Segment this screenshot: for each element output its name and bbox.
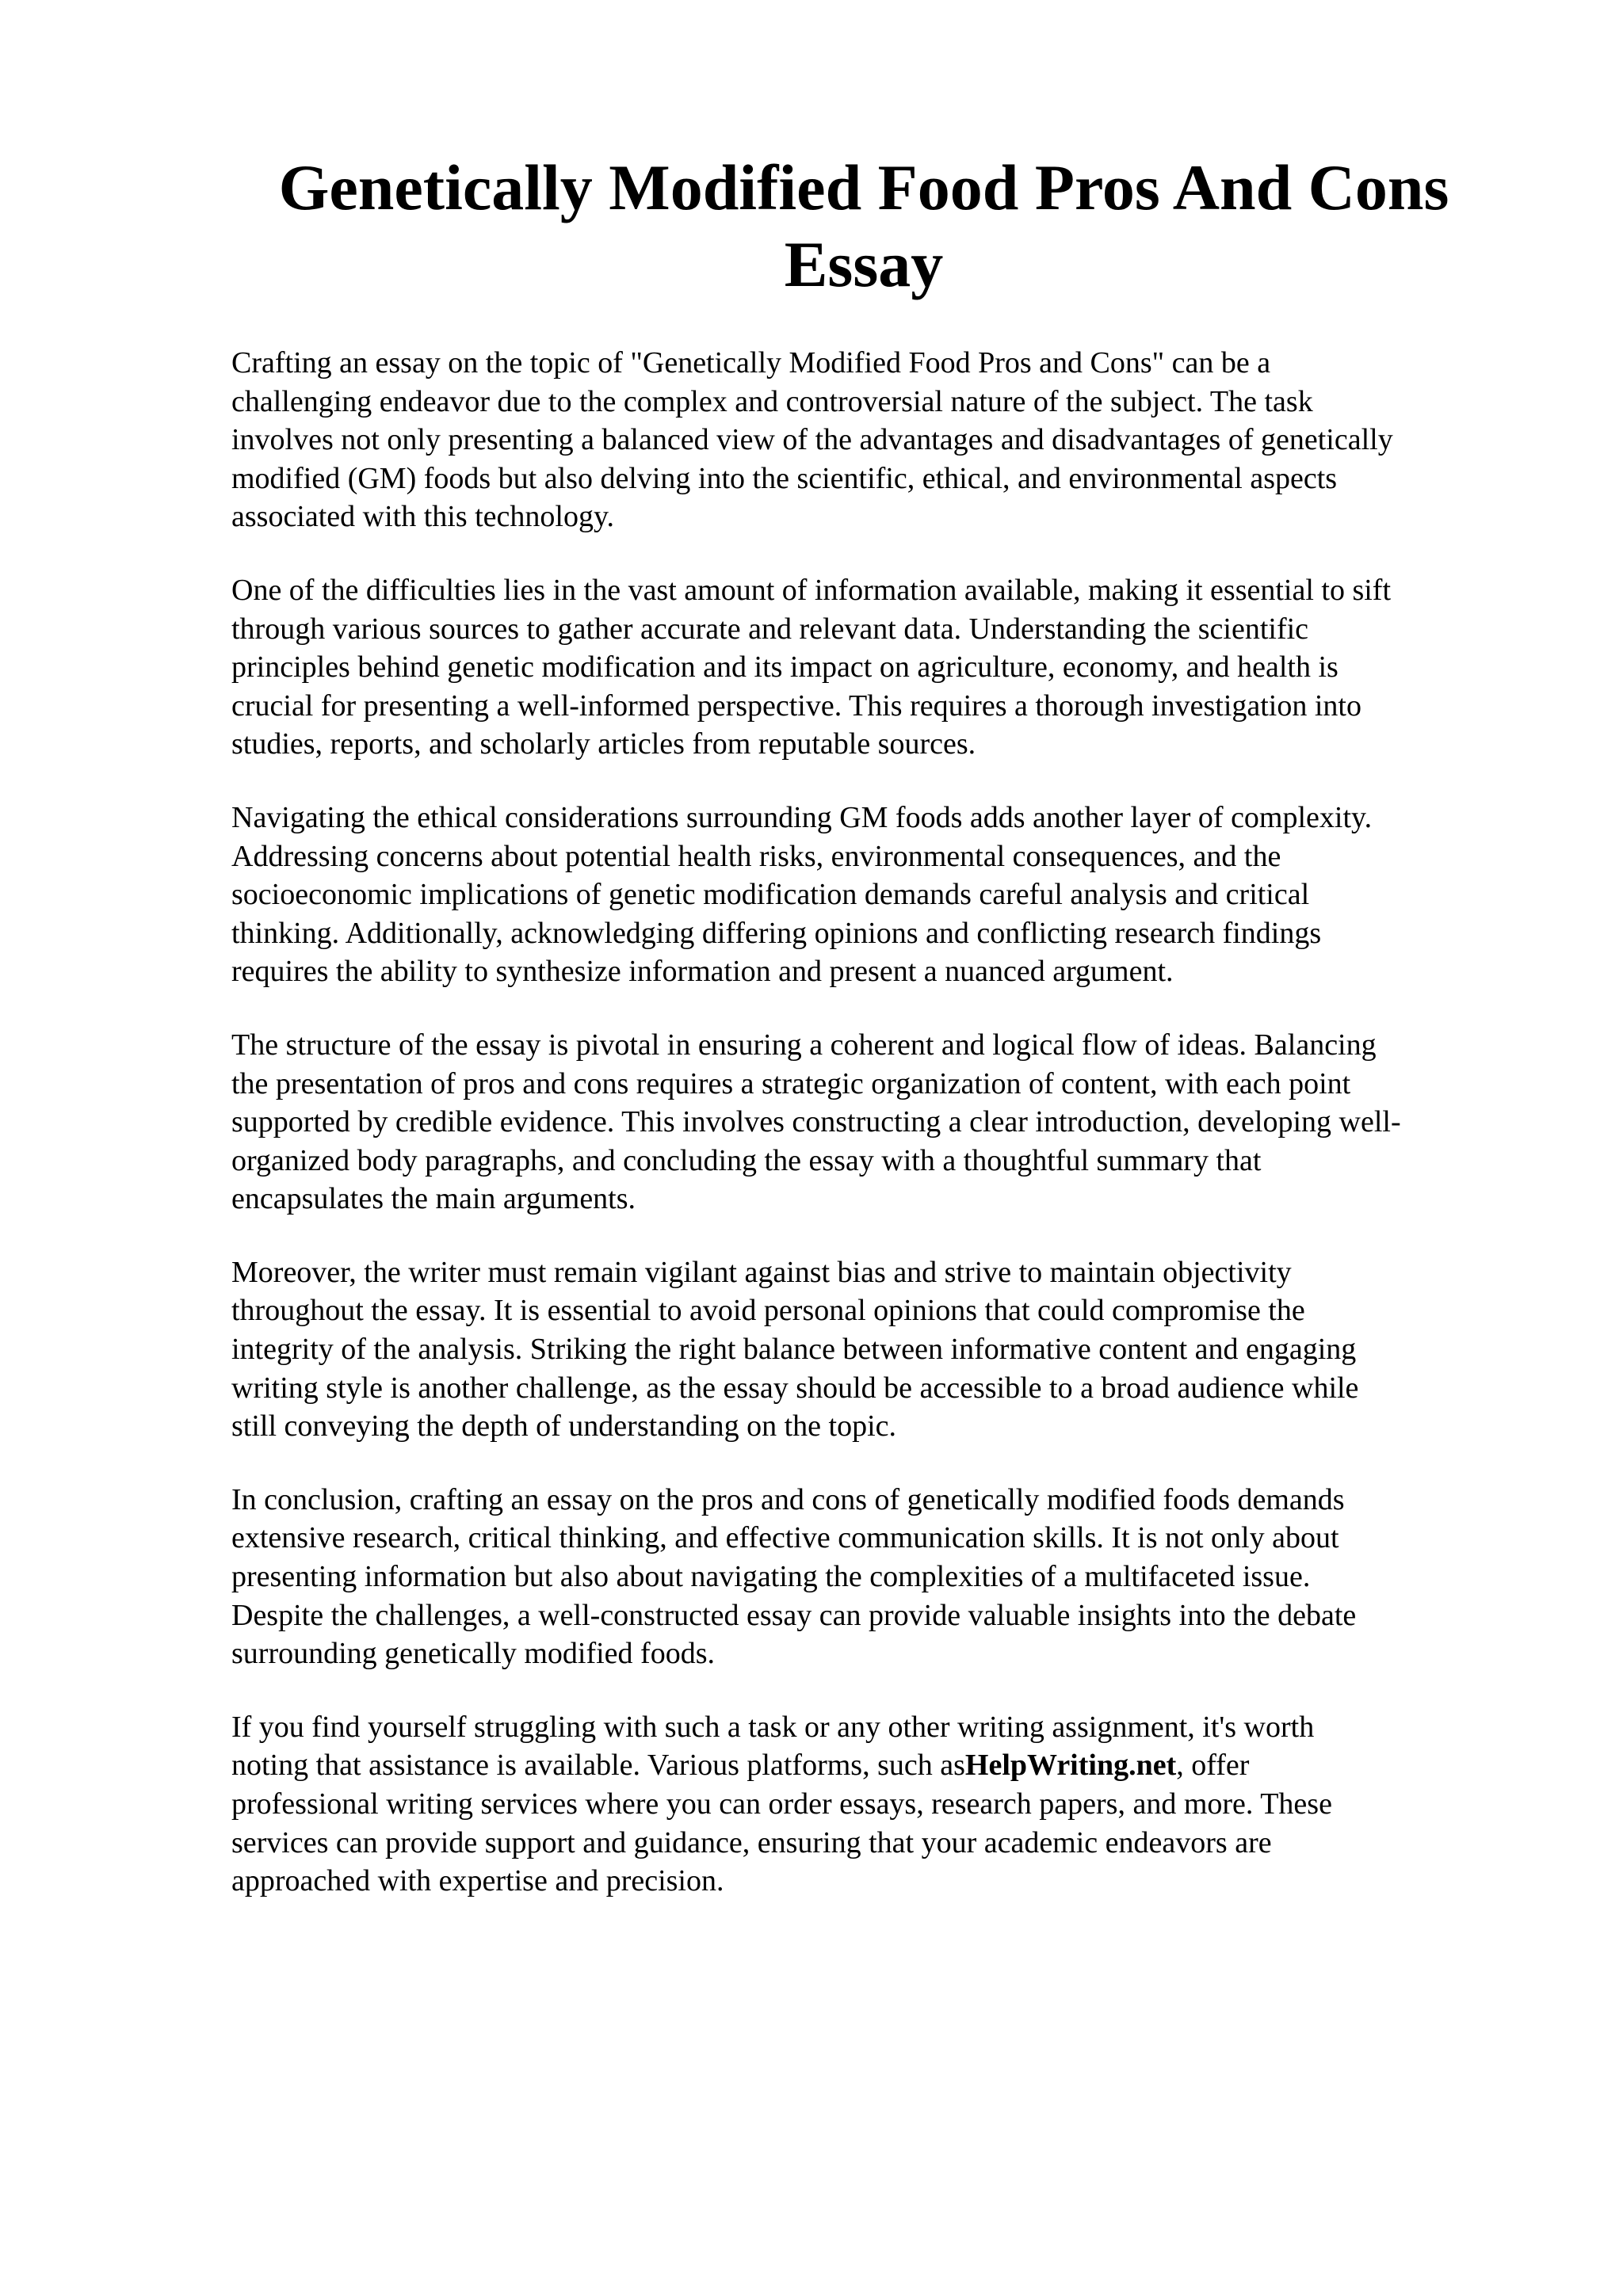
title-line-1: Genetically Modified Food Pros And Cons (278, 151, 1449, 223)
text-line: involves not only presenting a balanced view of the advantages and disadvantages of genetically (231, 423, 1393, 457)
text-line: Despite the challenges, a well-constructed essay can provide valuable insights into the debate (231, 1598, 1357, 1632)
text-line-with-link (231, 1746, 1515, 1785)
text-line: encapsulates the main arguments. (231, 1182, 636, 1216)
text-line: thinking. Additionally, acknowledging differing opinions and conflicting research findings (231, 916, 1322, 950)
text-line: One of the difficulties lies in the vast amount of information available, making it essential to sift (231, 573, 1392, 607)
text-line: presenting information but also about navigating the complexities of a multifaceted issue. (231, 1560, 1311, 1594)
text-line: In conclusion, crafting an essay on the pros and cons of genetically modified foods demands (231, 1482, 1345, 1516)
essay-body (231, 344, 1515, 1936)
text-segment: , offer (1176, 1749, 1250, 1783)
paragraph-2 (231, 571, 1515, 764)
text-line: crucial for presenting a well-informed perspective. This requires a thorough investigation into (231, 688, 1361, 723)
text-line: socioeconomic implications of genetic modification demands careful analysis and critical (231, 878, 1310, 912)
text-line: supported by credible evidence. This involves constructing a clear introduction, developing well- (231, 1105, 1401, 1139)
page-title (230, 149, 1498, 303)
text-line: principles behind genetic modification and its impact on agriculture, economy, and health is (231, 650, 1338, 685)
text-line: If you find yourself struggling with such a task or any other writing assignment, it's worth (231, 1710, 1315, 1744)
text-line: extensive research, critical thinking, and effective communication skills. It is not only about (231, 1521, 1339, 1555)
paragraph-6 (231, 1481, 1515, 1673)
text-line: still conveying the depth of understanding on the topic. (231, 1409, 897, 1444)
text-line: The structure of the essay is pivotal in ensuring a coherent and logical flow of ideas. Balancing (231, 1028, 1377, 1062)
title-line-2: Essay (784, 228, 944, 300)
text-line: studies, reports, and scholarly articles from reputable sources. (231, 727, 976, 761)
text-line: requires the ability to synthesize information and present a nuanced argument. (231, 955, 1174, 989)
text-segment: noting that assistance is available. Various platforms, such as (231, 1749, 965, 1783)
text-line: writing style is another challenge, as the essay should be accessible to a broad audience while (231, 1371, 1359, 1405)
text-line: challenging endeavor due to the complex and controversial nature of the subject. The task (231, 384, 1313, 418)
paragraph-5 (231, 1253, 1515, 1446)
text-line: through various sources to gather accurate and relevant data. Understanding the scientific (231, 612, 1309, 646)
helpwriting-link[interactable]: HelpWriting.net (964, 1749, 1177, 1783)
text-line: modified (GM) foods but also delving into the scientific, ethical, and environmental aspects (231, 461, 1338, 495)
text-line: organized body paragraphs, and concluding the essay with a thoughtful summary that (231, 1143, 1262, 1177)
text-line: services can provide support and guidance, ensuring that your academic endeavors are (231, 1825, 1272, 1859)
paragraph-7 (231, 1708, 1515, 1901)
text-line: Navigating the ethical considerations surrounding GM foods adds another layer of complexity. (231, 800, 1373, 834)
text-line: surrounding genetically modified foods. (231, 1637, 715, 1671)
text-line: the presentation of pros and cons requires a strategic organization of content, with each point (231, 1066, 1351, 1100)
text-line: throughout the essay. It is essential to avoid personal opinions that could compromise the (231, 1294, 1305, 1328)
paragraph-3 (231, 799, 1515, 991)
text-line: associated with this technology. (231, 500, 614, 534)
paragraph-1 (231, 344, 1515, 536)
text-line: Moreover, the writer must remain vigilant against bias and strive to maintain objectivity (231, 1255, 1292, 1289)
text-line: integrity of the analysis. Striking the right balance between informative content and engaging (231, 1333, 1357, 1367)
paragraph-4 (231, 1026, 1515, 1219)
text-line: professional writing services where you can order essays, research papers, and more. These (231, 1787, 1332, 1821)
text-line: Addressing concerns about potential health risks, environmental consequences, and the (231, 839, 1281, 873)
text-line: approached with expertise and precision. (231, 1864, 724, 1898)
text-line: Crafting an essay on the topic of "Genetically Modified Food Pros and Cons" can be a (231, 346, 1271, 379)
